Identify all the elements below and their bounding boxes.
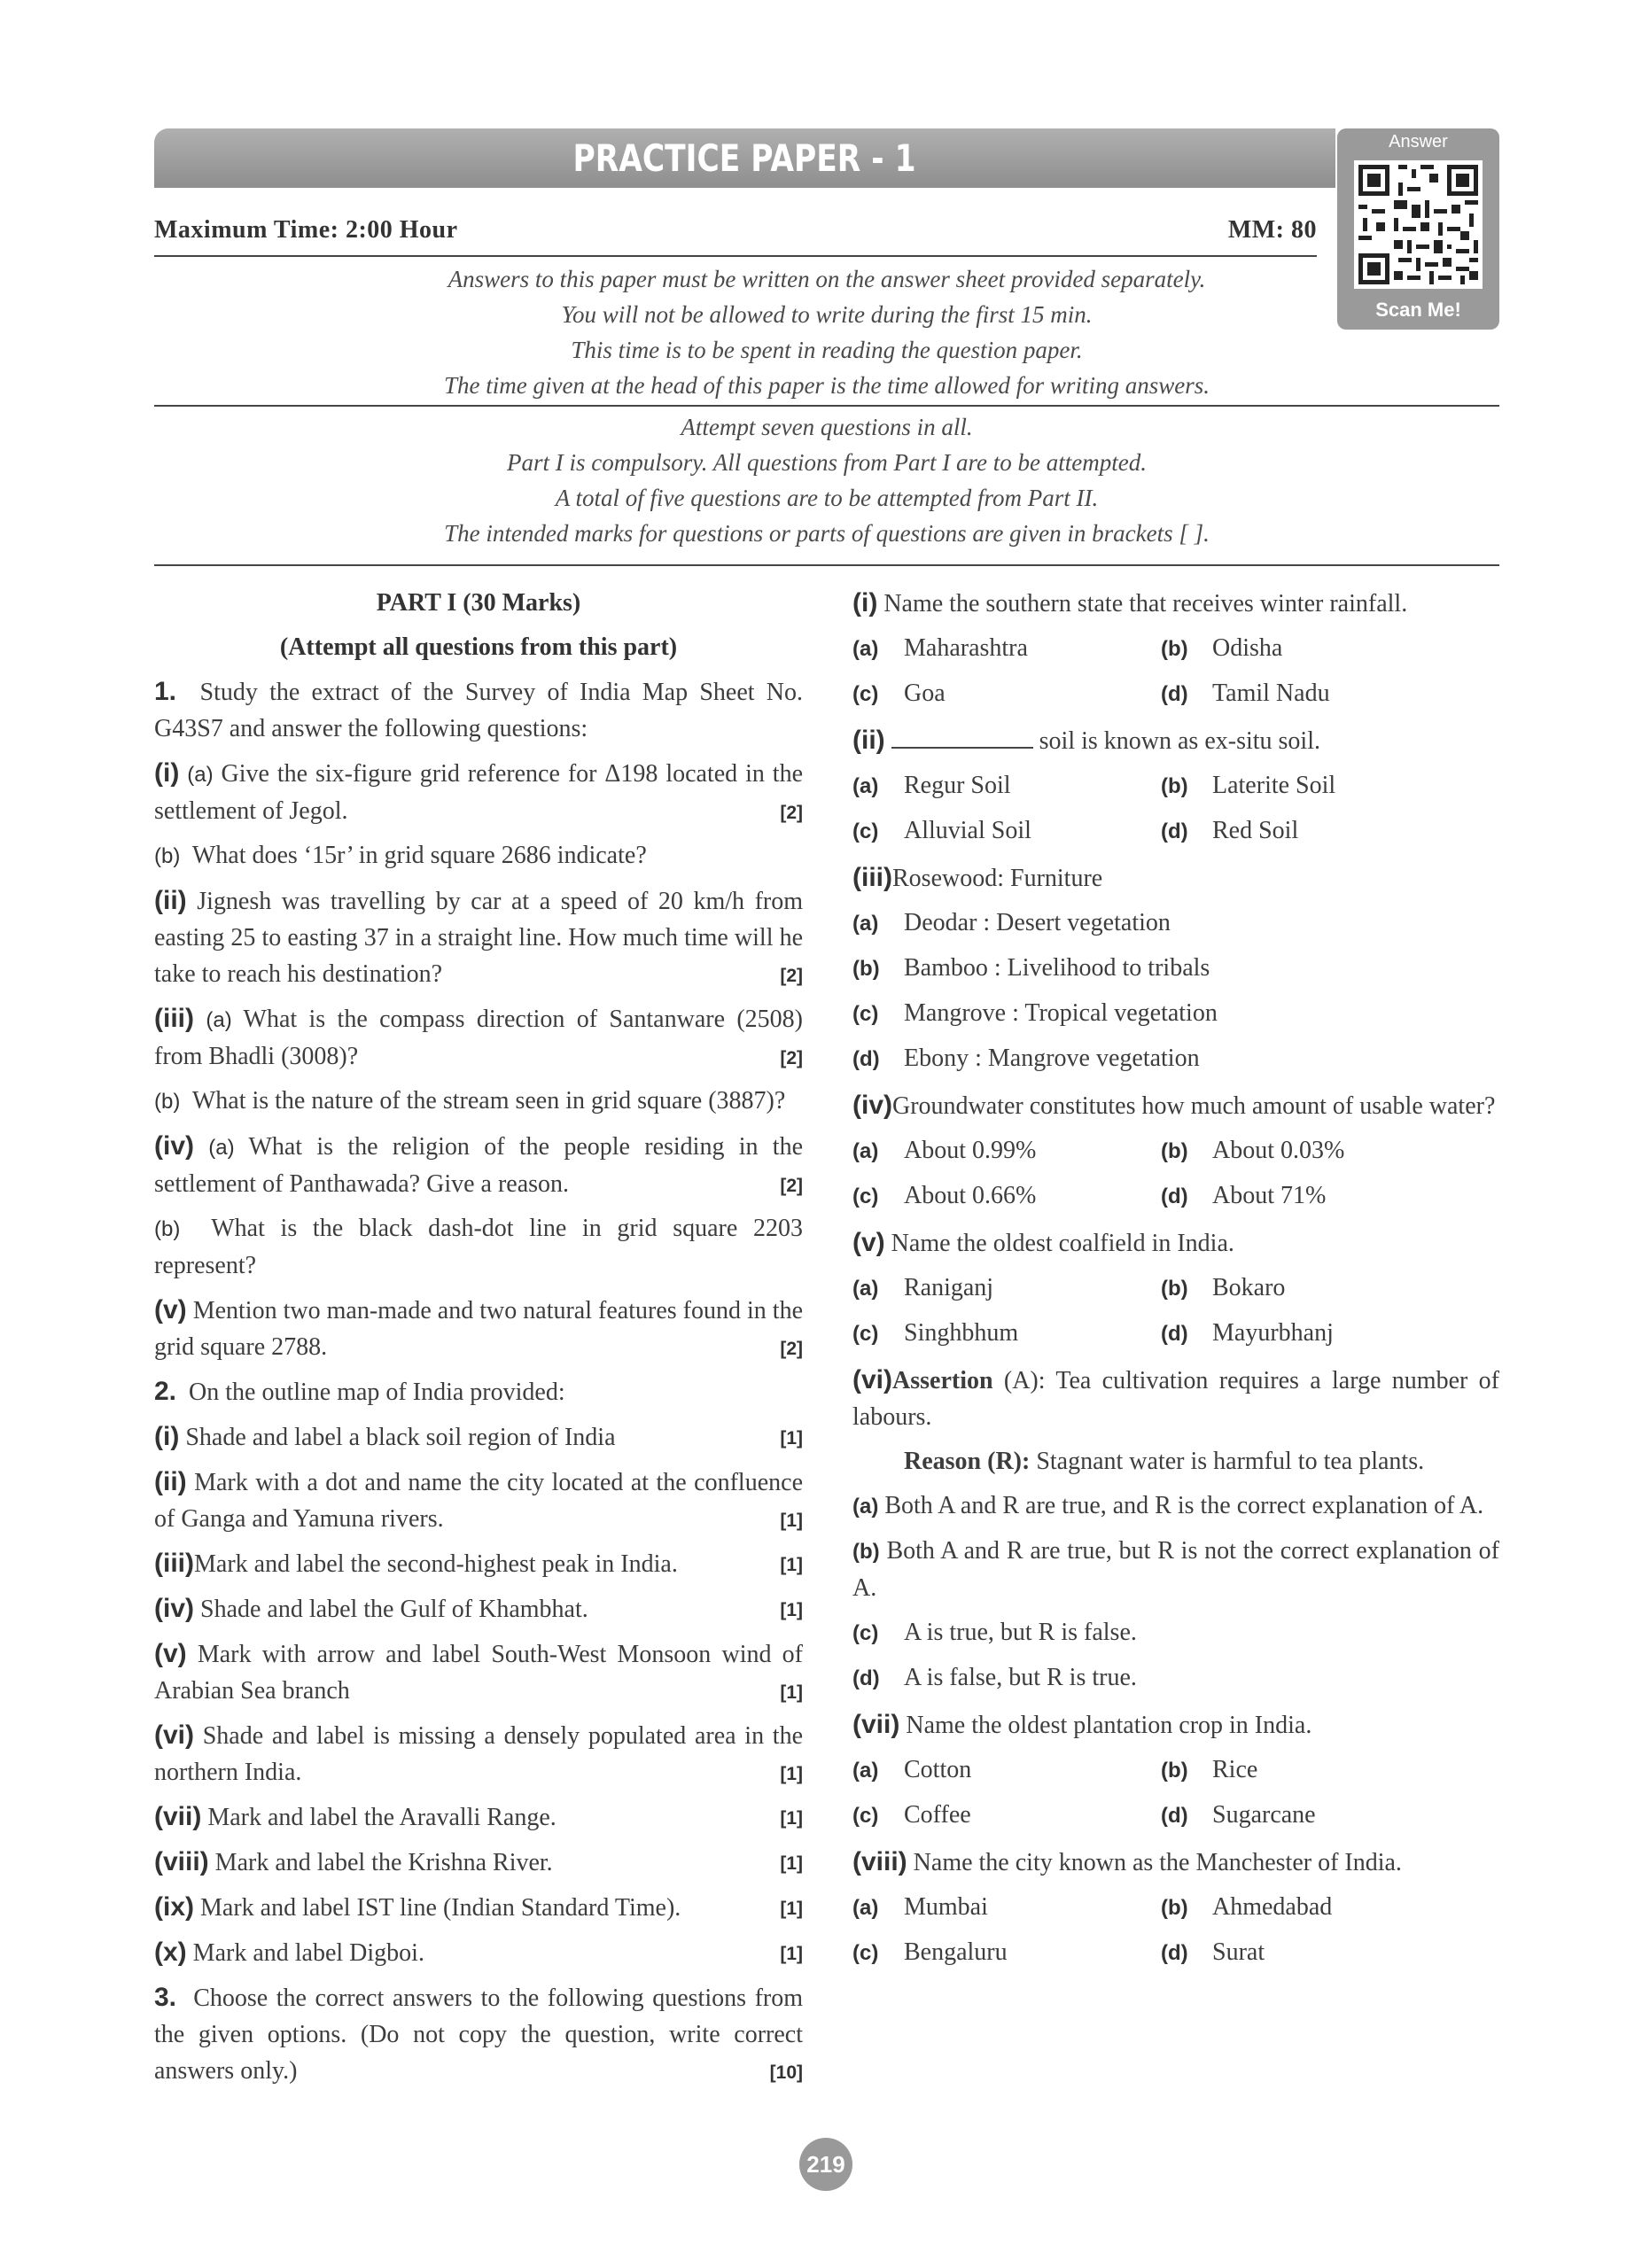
- part-label: (b): [154, 1217, 181, 1241]
- option-label: (b): [1161, 637, 1188, 661]
- subquestion-number: (v): [154, 1295, 187, 1324]
- part-label: (b): [154, 1090, 181, 1114]
- subquestion-number: (iii): [852, 863, 892, 892]
- option-label: (b): [852, 1540, 880, 1564]
- instruction-line: The time given at the head of this paper is the time allowed for writing answers.: [444, 372, 1210, 399]
- question-1-i-b: [154, 837, 803, 874]
- question-2-item: [154, 1418, 803, 1456]
- part-label: (a): [208, 1136, 235, 1160]
- option-text: Odisha: [1212, 634, 1283, 662]
- question-text: What is the black dash-dot line in grid square 2203 represent?: [154, 1215, 803, 1279]
- subquestion-number: (iv): [852, 1091, 892, 1120]
- max-time: Maximum Time: 2:00 Hour: [154, 216, 458, 244]
- option-label: (d): [1161, 1184, 1188, 1208]
- question-text: What is the compass direction of Santanware (2508) from Bhadli (3008)?: [154, 1006, 804, 1070]
- mcq-options: [852, 1889, 1499, 1971]
- marks-badge: [10]: [769, 2062, 803, 2083]
- option: [1161, 812, 1499, 850]
- option-text: Bamboo : Livelihood to tribals: [904, 954, 1210, 982]
- subquestion-number: (v): [852, 1228, 885, 1257]
- option-text: Ahmedabad: [1212, 1893, 1333, 1921]
- option-text: Tamil Nadu: [1212, 680, 1330, 707]
- question-text: What does ‘15r’ in grid square 2686 indicate?: [191, 842, 647, 869]
- question-2-item: [154, 1844, 803, 1881]
- mcq-question: [852, 859, 1499, 897]
- instructions-general: [154, 261, 1499, 403]
- question-text: Rosewood: Furniture: [892, 865, 1103, 892]
- option-text: About 0.99%: [904, 1137, 1037, 1164]
- question-text: Mark and label Digboi.: [192, 1939, 424, 1967]
- option-label: (b): [1161, 774, 1188, 798]
- marks-badge: [1]: [780, 1944, 803, 1964]
- option-label: (d): [1161, 682, 1188, 706]
- instruction-line: The intended marks for questions or parts of questions are given in brackets [ ].: [444, 520, 1210, 547]
- option: [852, 1614, 1499, 1651]
- assertion-label: Assertion: [892, 1367, 993, 1394]
- option-text: Maharashtra: [904, 634, 1028, 662]
- option-label: (c): [852, 682, 879, 706]
- max-marks: MM: 80: [1227, 216, 1317, 244]
- question-text: Shade and label is missing a densely populated area in the northern India.: [154, 1722, 804, 1786]
- option: [852, 1797, 1161, 1834]
- mcq-options: [852, 1751, 1499, 1834]
- marks-badge: [1]: [780, 1428, 803, 1449]
- question-1-i-a: [154, 755, 803, 829]
- option-text: Rice: [1212, 1756, 1258, 1783]
- option-text: Red Soil: [1212, 817, 1299, 844]
- mcq-question: [852, 1844, 1499, 1881]
- marks-badge: [1]: [780, 1764, 803, 1784]
- meta-divider: [154, 255, 1317, 257]
- option-label: (b): [1161, 1759, 1188, 1783]
- option-label: (c): [852, 1322, 879, 1346]
- question-1-iv-a: [154, 1128, 803, 1202]
- option-label: (c): [852, 1184, 879, 1208]
- question-text: Mention two man-made and two natural features found in the grid square 2788.: [154, 1297, 804, 1361]
- subquestion-number: (vii): [852, 1710, 900, 1739]
- mcq-question: [852, 722, 1499, 759]
- instruction-line: Answers to this paper must be written on the answer sheet provided separately.: [448, 266, 1206, 292]
- subquestion-number: (i): [852, 588, 878, 617]
- marks-badge: [2]: [780, 1176, 803, 1196]
- reason-line: [852, 1443, 1499, 1480]
- option: [852, 1040, 1499, 1077]
- option: [1161, 1797, 1499, 1834]
- mcq-options: [852, 767, 1499, 850]
- question-text: Name the oldest coalfield in India.: [891, 1230, 1234, 1257]
- question-text: Name the oldest plantation crop in India.: [906, 1712, 1312, 1739]
- marks-badge: [1]: [780, 1600, 803, 1620]
- option: [852, 1177, 1161, 1215]
- option-text: Mangrove : Tropical vegetation: [904, 999, 1218, 1027]
- question-text: soil is known as ex-situ soil.: [1039, 727, 1320, 755]
- question-text: Mark and label the second-highest peak in India.: [194, 1550, 678, 1578]
- option-text: Goa: [904, 680, 946, 707]
- option: [852, 630, 1161, 667]
- option-label: (c): [852, 1621, 879, 1645]
- section-divider: [154, 564, 1499, 566]
- instruction-line: A total of five questions are to be attempted from Part II.: [555, 485, 1099, 511]
- part-label: (a): [206, 1008, 232, 1032]
- question-text: Choose the correct answers to the following questions from the given options. (Do not copy the question, write correct answers only.): [154, 1984, 803, 2085]
- qr-bottom-label: Scan Me!: [1375, 299, 1461, 321]
- subquestion-number: (ii): [852, 726, 885, 755]
- option-label: (a): [852, 774, 879, 798]
- question-2-item: [154, 1464, 803, 1537]
- marks-badge: [1]: [780, 1682, 803, 1703]
- instruction-line: Attempt seven questions in all.: [681, 414, 973, 440]
- option-label: (d): [1161, 819, 1188, 843]
- option-label: (c): [852, 1804, 879, 1828]
- question-2-item: [154, 1635, 803, 1709]
- option: [852, 1659, 1499, 1697]
- marks-badge: [1]: [780, 1511, 803, 1531]
- subquestion-number: (v): [154, 1639, 187, 1668]
- fill-in-blank: [891, 727, 1033, 749]
- instruction-line: You will not be allowed to write during the first 15 min.: [561, 301, 1093, 328]
- option: [852, 1889, 1161, 1926]
- right-column: [852, 585, 1499, 1971]
- option-label: (c): [852, 1941, 879, 1965]
- subquestion-number: (ix): [154, 1892, 194, 1922]
- option: [852, 767, 1161, 804]
- question-text: Jignesh was travelling by car at a speed of 20 km/h from easting 25 to easting 37 in a straight line. How much time will he take to reach his destination?: [154, 888, 804, 988]
- subquestion-number: (viii): [154, 1847, 209, 1876]
- option-label: (b): [1161, 1139, 1188, 1163]
- option: [1161, 1751, 1499, 1789]
- option-text: About 71%: [1212, 1182, 1327, 1209]
- question-2-item: [154, 1889, 803, 1926]
- option: [852, 1487, 1499, 1525]
- question-2-item: [154, 1545, 803, 1582]
- option-label: (a): [852, 1759, 879, 1783]
- mcq-question: [852, 585, 1499, 622]
- question-text: Mark and label the Aravalli Range.: [207, 1804, 556, 1831]
- option-text: Singhbhum: [904, 1319, 1019, 1347]
- question-text: Mark and label the Krishna River.: [214, 1849, 553, 1876]
- question-1-iii-b: [154, 1083, 803, 1120]
- option: [1161, 1934, 1499, 1971]
- mcq-question: [852, 1087, 1499, 1124]
- reason-label: Reason (R):: [904, 1448, 1031, 1475]
- question-1: [154, 673, 803, 747]
- question-1-iv-b: [154, 1210, 803, 1284]
- option: [852, 1533, 1499, 1606]
- option: [1161, 675, 1499, 712]
- question-text: Mark with arrow and label South-West Monsoon wind of Arabian Sea branch: [154, 1641, 803, 1705]
- option: [1161, 1315, 1499, 1352]
- option: [1161, 1132, 1499, 1169]
- option-label: (a): [852, 1896, 879, 1920]
- option: [852, 1132, 1161, 1169]
- question-2-item: [154, 1717, 803, 1790]
- option-label: (d): [852, 1666, 880, 1690]
- marks-badge: [2]: [780, 966, 803, 986]
- question-2-item: [154, 1798, 803, 1836]
- option-text: Regur Soil: [904, 772, 1011, 799]
- option: [1161, 767, 1499, 804]
- mcq-options: [852, 630, 1499, 712]
- option: [1161, 1270, 1499, 1307]
- option-text: Surat: [1212, 1938, 1265, 1966]
- question-2: [154, 1373, 803, 1410]
- option-text: Cotton: [904, 1756, 972, 1783]
- question-text: Mark with a dot and name the city located at the confluence of Ganga and Yamuna rivers.: [154, 1469, 803, 1533]
- option-label: (d): [1161, 1804, 1188, 1828]
- option: [852, 905, 1499, 942]
- option-text: Sugarcane: [1212, 1801, 1316, 1829]
- subquestion-number: (vi): [852, 1365, 892, 1394]
- question-2-item: [154, 1934, 803, 1971]
- option-text: A is true, but R is false.: [904, 1619, 1137, 1646]
- question-text: On the outline map of India provided:: [189, 1379, 565, 1406]
- option-text: Both A and R are true, and R is the correct explanation of A.: [884, 1492, 1484, 1519]
- option: [852, 675, 1161, 712]
- option-text: Both A and R are true, but R is not the correct explanation of A.: [852, 1537, 1499, 1602]
- question-text: Shade and label a black soil region of India: [185, 1424, 616, 1451]
- option: [1161, 630, 1499, 667]
- marks-badge: [1]: [780, 1899, 803, 1919]
- option-text: Coffee: [904, 1801, 971, 1829]
- question-text: Name the southern state that receives winter rainfall.: [883, 590, 1408, 617]
- mcq-options: [852, 1132, 1499, 1215]
- option: [852, 995, 1499, 1032]
- question-1-v: [154, 1292, 803, 1365]
- option-label: (a): [852, 1139, 879, 1163]
- option-label: (a): [852, 1495, 879, 1518]
- option-text: Mayurbhanj: [1212, 1319, 1334, 1347]
- option-text: Bengaluru: [904, 1938, 1008, 1966]
- option: [852, 812, 1161, 850]
- part-label: (a): [187, 763, 214, 787]
- option-text: About 0.66%: [904, 1182, 1037, 1209]
- subquestion-number: (iii): [154, 1549, 194, 1578]
- question-3: [154, 1979, 803, 2089]
- subquestion-number: (x): [154, 1938, 187, 1967]
- question-text: Groundwater constitutes how much amount of usable water?: [892, 1092, 1496, 1120]
- question-text: Study the extract of the Survey of India Map Sheet No. G43S7 and answer the following questions:: [154, 679, 804, 742]
- assertion-text: (A): Tea cultivation requires a large number of labours.: [852, 1367, 1499, 1431]
- mcq-options: [852, 1270, 1499, 1352]
- option: [852, 1751, 1161, 1789]
- option-label: (b): [1161, 1896, 1188, 1920]
- question-text: Mark and label IST line (Indian Standard Time).: [200, 1894, 681, 1922]
- subquestion-number: (vi): [154, 1720, 194, 1750]
- subquestion-number: (iv): [154, 1131, 194, 1161]
- option-text: Bokaro: [1212, 1274, 1286, 1301]
- question-number: 1.: [154, 677, 177, 706]
- subquestion-number: (ii): [154, 886, 187, 915]
- question-text: What is the religion of the people residing in the settlement of Panthawada? Give a reason.: [154, 1133, 804, 1198]
- option-label: (a): [852, 912, 879, 936]
- subquestion-number: (ii): [154, 1467, 187, 1496]
- subquestion-number: (vii): [154, 1802, 202, 1831]
- question-1-iii-a: [154, 1000, 803, 1075]
- question-text: Give the six-figure grid reference for Δ198 located in the settlement of Jegol.: [154, 760, 803, 825]
- option: [852, 1270, 1161, 1307]
- option-text: A is false, but R is true.: [904, 1664, 1137, 1691]
- marks-badge: [2]: [780, 1339, 803, 1359]
- page-number-badge: [799, 2138, 852, 2191]
- exam-meta-row: [154, 216, 1317, 245]
- question-text: Shade and label the Gulf of Khambhat.: [200, 1596, 588, 1623]
- subquestion-number: (iv): [154, 1594, 194, 1623]
- subquestion-number: (viii): [852, 1847, 907, 1876]
- paper-title: PRACTICE PAPER - 1: [572, 136, 917, 180]
- marks-badge: [1]: [780, 1853, 803, 1874]
- question-number: 2.: [154, 1377, 177, 1406]
- question-1-ii: [154, 882, 803, 992]
- option-label: (a): [852, 637, 879, 661]
- mcq-question: [852, 1706, 1499, 1744]
- subquestion-number: (i): [154, 1422, 180, 1451]
- qr-top-label: Answer: [1389, 132, 1448, 151]
- option: [1161, 1177, 1499, 1215]
- option: [852, 950, 1499, 987]
- option: [852, 1315, 1161, 1352]
- option: [852, 1934, 1161, 1971]
- marks-badge: [2]: [780, 803, 803, 823]
- instruction-line: This time is to be spent in reading the question paper.: [571, 337, 1083, 363]
- left-column: [154, 585, 803, 2091]
- part-label: (b): [154, 844, 181, 868]
- option-text: About 0.03%: [1212, 1137, 1345, 1164]
- marks-badge: [1]: [780, 1808, 803, 1829]
- part-subtitle: (Attempt all questions from this part): [279, 633, 678, 661]
- assertion-question: [852, 1362, 1499, 1435]
- option-label: (b): [1161, 1277, 1188, 1301]
- option-label: (d): [852, 1047, 880, 1071]
- marks-badge: [1]: [780, 1555, 803, 1575]
- reason-text: Stagnant water is harmful to tea plants.: [1036, 1448, 1425, 1475]
- option: [1161, 1889, 1499, 1926]
- question-2-item: [154, 1590, 803, 1627]
- page-number: 219: [806, 2150, 845, 2178]
- marks-badge: [2]: [780, 1048, 803, 1068]
- mcq-question: [852, 1224, 1499, 1262]
- option-text: Alluvial Soil: [904, 817, 1031, 844]
- instruction-line: Part I is compulsory. All questions from Part I are to be attempted.: [507, 449, 1147, 476]
- option-text: Laterite Soil: [1212, 772, 1336, 799]
- option-label: (b): [852, 957, 880, 981]
- option-label: (d): [1161, 1322, 1188, 1346]
- option-text: Raniganj: [904, 1274, 994, 1301]
- option-label: (a): [852, 1277, 879, 1301]
- option-label: (c): [852, 819, 879, 843]
- question-text: Name the city known as the Manchester of India.: [913, 1849, 1402, 1876]
- subquestion-number: (i): [154, 758, 180, 788]
- option-text: Ebony : Mangrove vegetation: [904, 1045, 1200, 1072]
- paper-title-banner: [154, 128, 1335, 188]
- question-number: 3.: [154, 1983, 177, 2012]
- question-text: What is the nature of the stream seen in grid square (3887)?: [191, 1087, 786, 1115]
- option-label: (c): [852, 1002, 879, 1026]
- instructions-divider: [154, 405, 1499, 407]
- subquestion-number: (iii): [154, 1004, 194, 1033]
- option-label: (d): [1161, 1941, 1188, 1965]
- part-title: PART I (30 Marks): [376, 589, 581, 617]
- option-text: Mumbai: [904, 1893, 988, 1921]
- option-text: Deodar : Desert vegetation: [904, 909, 1171, 936]
- instructions-attempt: [154, 409, 1499, 551]
